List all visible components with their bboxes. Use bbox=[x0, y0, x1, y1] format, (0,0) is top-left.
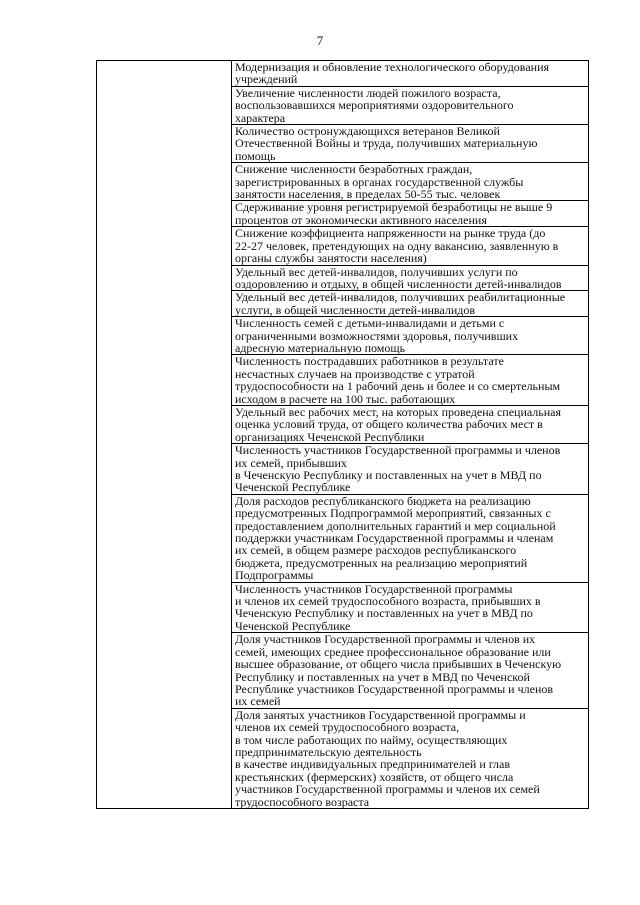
table-cell: Доля участников Государственной программы и членов их семей, имеющих среднее профессиональное образование или высшее образование, от общего числа прибывших в Чеченскую Республику и поставленных на учет в МВД по Чеченской Республике участников Государственной программы и членов их семей bbox=[232, 633, 589, 708]
table-cell: Доля расходов республиканского бюджета на реализацию предусмотренных Подпрограммой мероприятий, связанных с предоставлением дополнительных гарантий и мер социальной поддержки участникам Государственной программы и членам их семей, в общем размере расходов республиканского бюджета, предусмотренных на реализацию мероприятий Подпрограммы bbox=[232, 494, 589, 582]
table-cell: Удельный вес рабочих мест, на которых проведена специальная оценка условий труда, от общего количества рабочих мест в организациях Чеченской Республики bbox=[232, 405, 589, 443]
table-cell: Удельный вес детей-инвалидов, получивших реабилитационные услуги, в общей численности детей-инвалидов bbox=[232, 291, 589, 317]
page-number: 7 bbox=[316, 33, 324, 48]
table-cell: Модернизация и обновление технологического оборудования учреждений bbox=[232, 61, 589, 87]
table-row bbox=[97, 61, 589, 87]
table-cell: Численность участников Государственной программы и членов их семей, прибывших в Чеченскую Республику и поставленных на учет в МВД по Чеченской Республике bbox=[232, 444, 589, 495]
table-cell: Численность пострадавших работников в результате несчастных случаев на производстве с утратой трудоспособности на 1 рабочий день и более и со смертельным исходом в расчете на 100 тыс. работающих bbox=[232, 355, 589, 406]
table-cell: Численность участников Государственной программы и членов их семей трудоспособного возраста, прибывших в Чеченскую Республику и поставленных на учет в МВД по Чеченской Республике bbox=[232, 582, 589, 633]
table-cell: Численность семей с детьми-инвалидами и детьми с ограниченными возможностями здоровья, получивших адресную материальную помощь bbox=[232, 317, 589, 355]
table-cell: Доля занятых участников Государственной программы и членов их семей трудоспособного возраста, в том числе работающих по найму, осуществляющих предпринимательскую деятельность в качестве индивидуальных предпринимателей и глав крестьянских (фермерских) хозяйств, от общего числа участников Государственной программы и членов их семей трудоспособного возраста bbox=[232, 708, 589, 808]
table-cell: Количество остронуждающихся ветеранов Великой Отечественной Войны и труда, получивших материальную помощь bbox=[232, 125, 589, 163]
table-cell-empty bbox=[97, 61, 232, 809]
table-cell: Сдерживание уровня регистрируемой безработицы не выше 9 процентов от экономически активного населения bbox=[232, 201, 589, 227]
table-cell: Снижение коэффициента напряженности на рынке труда (до 22-27 человек, претендующих на одну вакансию, заявленную в органы службы занятости населения) bbox=[232, 227, 589, 265]
table-cell: Увеличение численности людей пожилого возраста, воспользовавшихся мероприятиями оздоровительного характера bbox=[232, 86, 589, 124]
table-cell: Удельный вес детей-инвалидов, получивших услуги по оздоровлению и отдыху, в общей численности детей-инвалидов bbox=[232, 265, 589, 291]
table-cell: Снижение численности безработных граждан, зарегистрированных в органах государственной службы занятости населения, в пределах 50-55 тыс. человек bbox=[232, 163, 589, 201]
indicators-table bbox=[96, 60, 589, 809]
